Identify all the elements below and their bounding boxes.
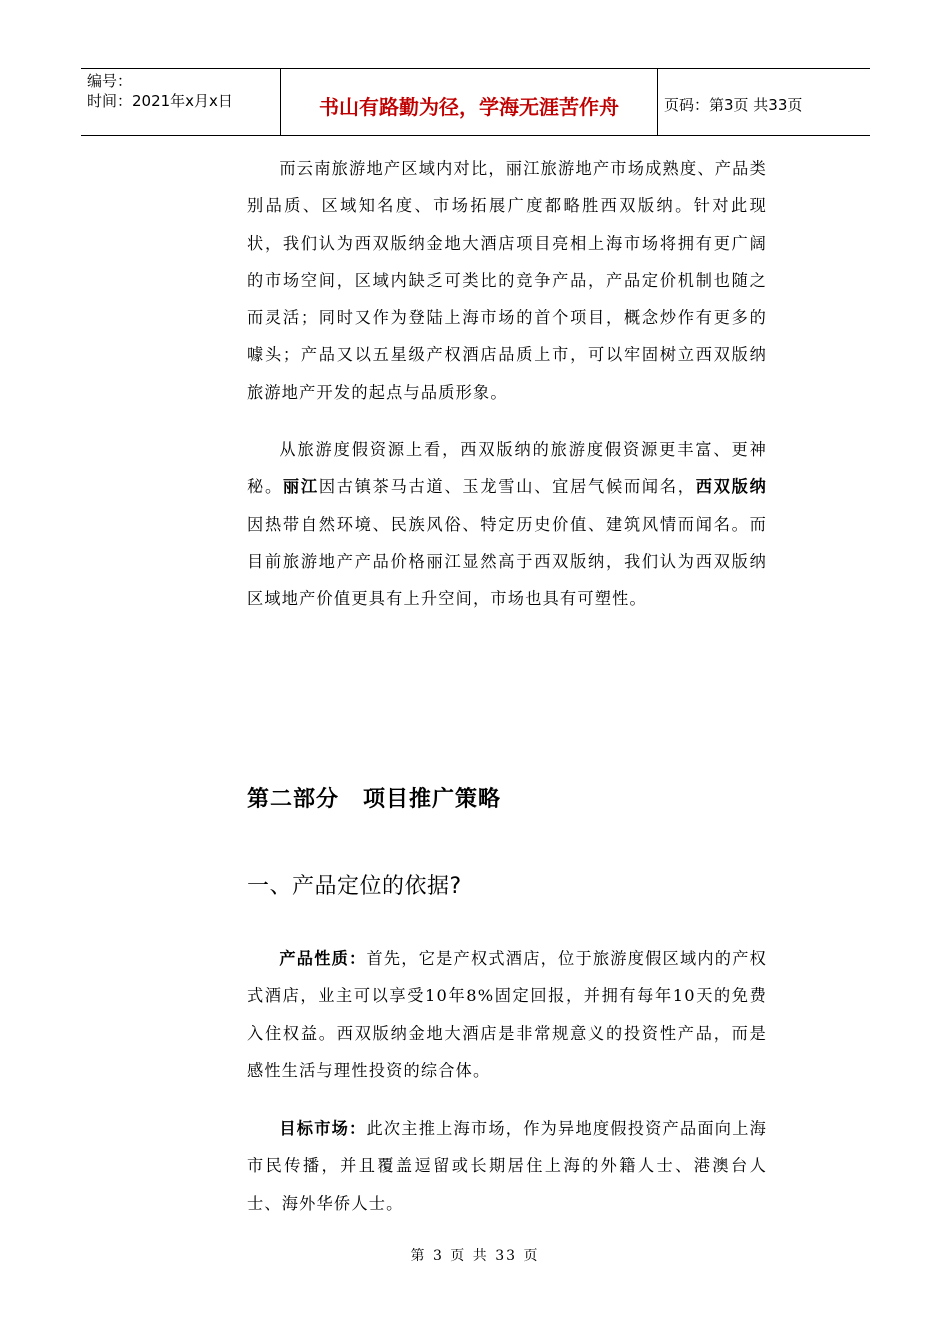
target-market-label: 目标市场：	[279, 1119, 367, 1138]
product-nature-text: 首先，它是产权式酒店，位于旅游度假区域内的产权式酒店，业主可以享受10年8%固定回报，并拥有每年10天的免费入住权益。西双版纳金地大酒店是非常规意义的投资性产品，而是感性生活与理性投资的综合体。	[247, 949, 767, 1080]
header-meta	[81, 69, 281, 135]
product-nature-label: 产品性质：	[279, 949, 367, 968]
section-part: 第二部分	[247, 787, 340, 812]
header-motto: 书山有路勤为径，学海无涯苦作舟	[281, 69, 658, 135]
intro-content	[247, 150, 767, 618]
subsection-heading: 一、产品定位的依据?	[247, 874, 462, 899]
resources-text-c: 因热带自然环境、民族风俗、特定历史价值、建筑风情而闻名。而目前旅游地产产品价格丽江显然高于西双版纳，我们认为西双版纳区域地产价值更具有上升空间，市场也具有可塑性。	[247, 514, 767, 609]
xishuangbanna-bold: 西双版纳	[695, 477, 767, 497]
date-label: 时间：2021年x月x日	[87, 92, 233, 110]
paragraph-comparison: 而云南旅游地产区域内对比，丽江旅游地产市场成熟度、产品类别品质、区域知名度、市场拓展广度都略胜西双版纳。针对此现状，我们认为西双版纳金地大酒店项目亮相上海市场将拥有更广阔的市场空间，区域内缺乏可类比的竞争产品，产品定价机制也随之而灵活；同时又作为登陆上海市场的首个项目，概念炒作有更多的噱头；产品又以五星级产权酒店品质上市，可以牢固树立西双版纳旅游地产开发的起点与品质形象。	[247, 159, 767, 402]
section-heading	[247, 782, 501, 813]
product-nature-paragraph	[247, 940, 767, 1089]
target-market-block	[247, 1110, 767, 1222]
page-header	[81, 68, 870, 136]
resources-text-a: 从旅游度假资源上看，西双版纳的旅游度假资源更丰富、更神秘。	[247, 440, 767, 497]
page-footer: 第 3 页 共 33 页	[410, 1248, 540, 1264]
lijiang-bold: 丽江	[282, 477, 319, 497]
section-title: 项目推广策略	[363, 787, 502, 812]
resources-text-b: 因古镇茶马古道、玉龙雪山、宜居气候而闻名，	[318, 477, 696, 497]
doc-number-label: 编号：	[87, 72, 133, 90]
product-nature-block	[247, 940, 767, 1089]
header-page-info: 页码：第3页 共33页	[664, 95, 803, 114]
paragraph-resources	[247, 431, 767, 617]
target-market-paragraph	[247, 1110, 767, 1222]
target-market-text: 此次主推上海市场，作为异地度假投资产品面向上海市民传播，并且覆盖逗留或长期居住上海的外籍人士、港澳台人士、海外华侨人士。	[247, 1119, 767, 1213]
